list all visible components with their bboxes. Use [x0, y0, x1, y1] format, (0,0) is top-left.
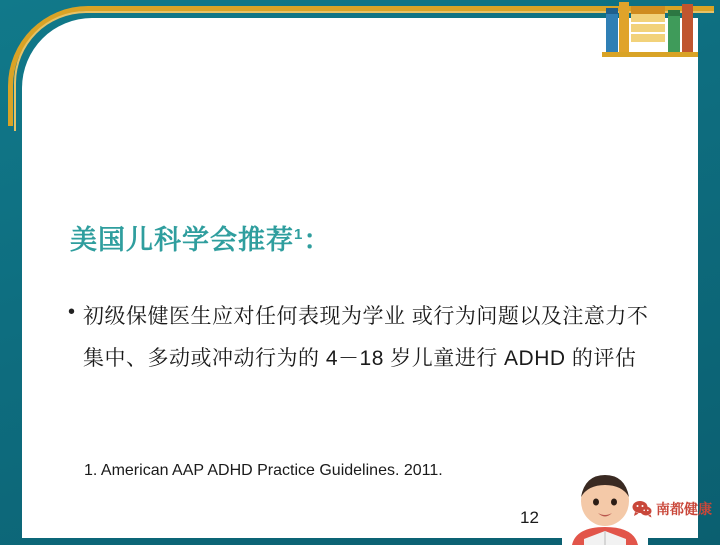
slide-title	[70, 218, 331, 257]
bullet-body-text: 初级保健医生应对任何表现为学业 或行为问题以及注意力不集中、多动或冲动行为的 4－18 岁儿童进行 ADHD 的评估	[83, 305, 649, 370]
watermark	[632, 499, 712, 519]
page-number: 12	[520, 508, 539, 527]
books-stack-icon	[602, 0, 698, 70]
bullet-marker: •	[68, 301, 76, 323]
reference-citation: 1. American AAP ADHD Practice Guidelines. 2011.	[84, 462, 443, 479]
title-colon: ：	[303, 225, 332, 255]
title-superscript: 1	[294, 226, 304, 243]
watermark-label: 南都健康	[656, 501, 712, 517]
bullet-item	[68, 296, 668, 380]
title-text: 美国儿科学会推荐	[70, 225, 294, 255]
wechat-icon	[632, 500, 652, 518]
